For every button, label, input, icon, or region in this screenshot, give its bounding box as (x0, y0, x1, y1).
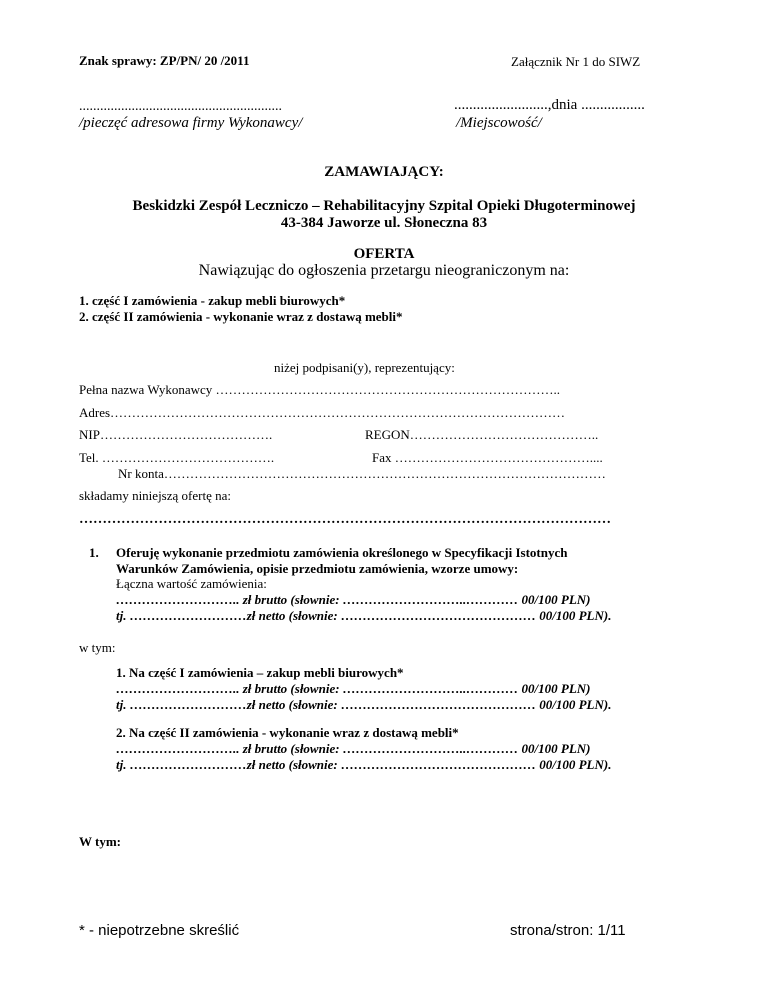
page-number: strona/stron: 1/11 (510, 922, 626, 939)
submit-label: składamy niniejszą ofertę na: (79, 488, 231, 503)
part-2-netto-line: tj. ………………………zł netto (słownie: ……………………………………… 00/100 PLN). (116, 757, 612, 772)
footer-note: * - niepotrzebne skreślić (79, 922, 240, 939)
buyer-heading: ZAMAWIAJĄCY: (324, 164, 444, 180)
section-1-line-2: Warunków Zamówienia, opisie przedmiotu zamówienia, wzorze umowy: (116, 561, 519, 576)
contractor-nip: NIP…………………………………. (79, 427, 273, 442)
section-1-number: 1. (89, 545, 99, 560)
contractor-regon: REGON…………………………………….. (365, 427, 599, 442)
contractor-fax: Fax ……………………………………….... (372, 450, 603, 465)
offer-intro: Nawiązując do ogłoszenia przetargu nieograniczonym na: (198, 262, 570, 279)
stamp-label: /pieczęć adresowa firmy Wykonawcy/ (79, 115, 303, 131)
offer-title: OFERTA (353, 246, 415, 262)
offer-part-1: 1. część I zamówienia - zakup mebli biurowych* (79, 293, 346, 308)
contractor-tel: Tel. …………………………………. (79, 450, 275, 465)
part-1-brutto-line: ……………………….. zł brutto (słownie: ………………………..………… 00/100 PLN) (116, 681, 591, 696)
total-netto-line: tj. ………………………zł netto (słownie: ……………………………………… 00/100 PLN). (116, 608, 612, 623)
place-label: /Miejscowość/ (456, 115, 542, 131)
part-1-netto-line: tj. ………………………zł netto (słownie: ……………………………………… 00/100 PLN). (116, 697, 612, 712)
total-brutto-line: ……………………….. zł brutto (słownie: ………………………..………… 00/100 PLN) (116, 592, 591, 607)
total-value-label: Łączna wartość zamówienia: (116, 576, 267, 591)
contractor-address: Adres…………………………………………………………………………………………… (79, 405, 566, 420)
offer-part-2: 2. część II zamówienia - wykonanie wraz z dostawą mebli* (79, 309, 403, 324)
w-tym-label: w tym: (79, 640, 116, 655)
part-2-brutto-line: ……………………….. zł brutto (słownie: ………………………..………… 00/100 PLN) (116, 741, 591, 756)
contractor-full-name: Pełna nazwa Wykonawcy …………………………………………………………………….. (79, 382, 561, 397)
offer-subject-dots: …………………………………………………………………………………………………… (79, 512, 611, 527)
case-number: Znak sprawy: ZP/PN/ 20 /2011 (79, 53, 250, 68)
stamp-dots: .......................................................... (79, 99, 282, 114)
contractor-account: Nr konta………………………………………………………………………………………… (118, 466, 606, 481)
signed-label: niżej podpisani(y), reprezentujący: (274, 360, 455, 375)
attachment-label: Załącznik Nr 1 do SIWZ (511, 54, 641, 69)
place-date-dots: .........................,dnia ................. (454, 97, 645, 113)
section-1-line-1: Oferuję wykonanie przedmiotu zamówienia określonego w Specyfikacji Istotnych (116, 545, 568, 560)
part-2-title: 2. Na część II zamówienia - wykonanie wraz z dostawą mebli* (116, 725, 459, 740)
w-tym-bold-label: W tym: (79, 834, 122, 849)
buyer-address: 43-384 Jaworze ul. Słoneczna 83 (280, 215, 488, 231)
buyer-name: Beskidzki Zespół Leczniczo – Rehabilitacyjny Szpital Opieki Długoterminowej (132, 198, 636, 214)
part-1-title: 1. Na część I zamówienia – zakup mebli biurowych* (116, 665, 404, 680)
